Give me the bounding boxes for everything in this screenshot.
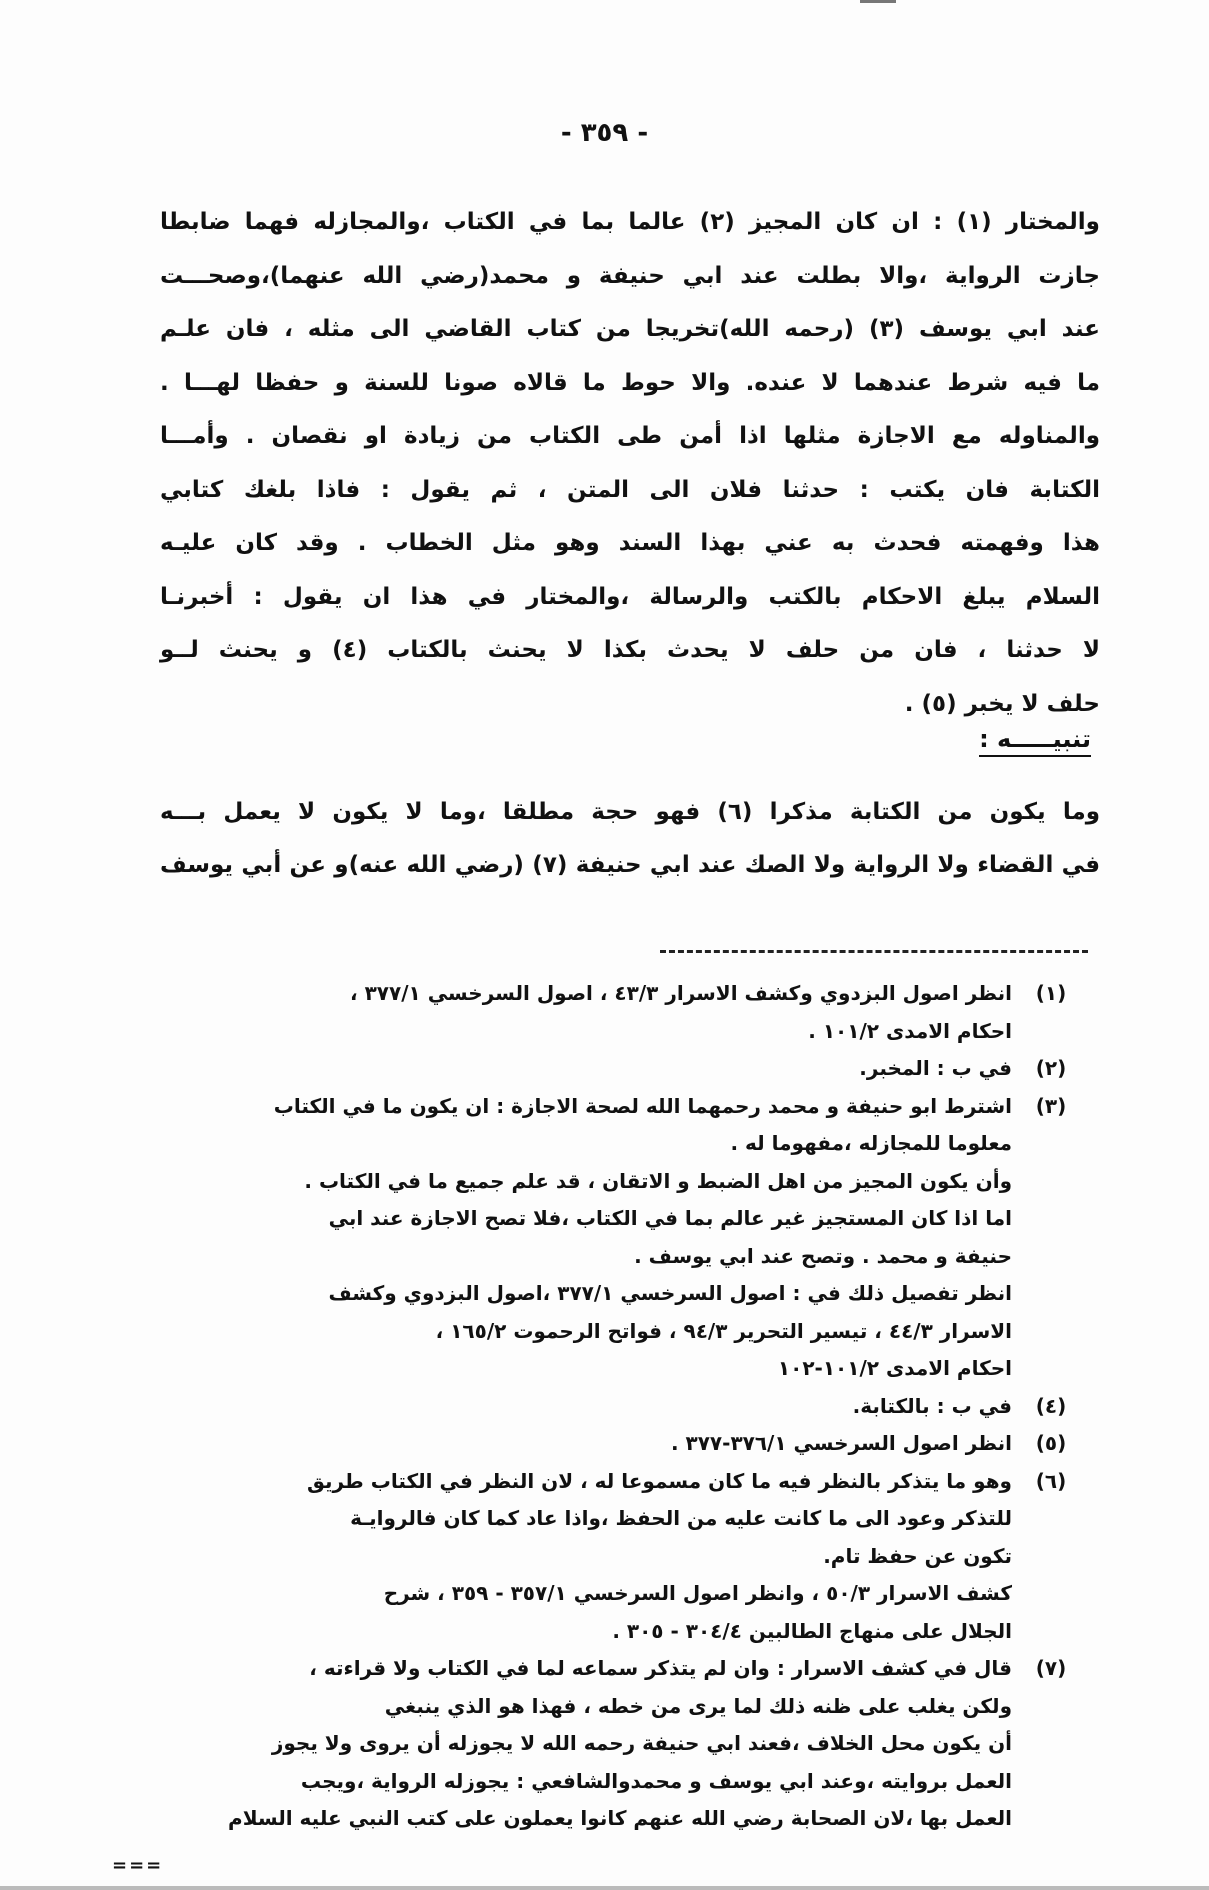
footnote-line: اشترط ابو حنيفة و محمد رحمهما الله لصحة الاجازة : ان يكون ما في الكتاب: [273, 1093, 1012, 1118]
footnote: [150, 1425, 1090, 1463]
main-line: حلف لا يخبر (٥) .: [904, 690, 1100, 717]
footnote: [150, 1463, 1090, 1651]
main-line: ما فيه شرط عندهما لا عنده. والا حوط ما قالاه صونا للسنة و حفظا لهـــا .: [160, 369, 1100, 396]
main-line: الكتابة فان يكتب : حدثنا فلان الى المتن ، ثم يقول : فاذا بلغك كتابي: [160, 476, 1100, 503]
section-heading: تنبيـــــه :: [979, 725, 1091, 757]
footnote-line: العمل بها ،لان الصحابة رضي الله عنهم كانوا يعملون على كتب النبي عليه السلام: [228, 1806, 1012, 1830]
footnote-body: [150, 1650, 1012, 1838]
footnote-number: (٦): [1035, 1468, 1067, 1493]
main-line: والمناوله مع الاجازة مثلها اذا أمن طى الكتاب من زيادة او نقصان . وأمـــا: [160, 423, 1100, 449]
scan-edge-mark: [860, 0, 896, 3]
footnote-body: [150, 1463, 1012, 1651]
footnote-line: انظر اصول البزدوي وكشف الاسرار ٤٣/٣ ، اصول السرخسي ٣٧٧/١ ،: [350, 981, 1012, 1005]
footnote-body: [150, 1388, 1012, 1426]
main-line: السلام يبلغ الاحكام بالكتب والرسالة ،والمختار في هذا ان يقول : أخبرنـا: [160, 583, 1100, 610]
footnote: [150, 1388, 1090, 1426]
footnote-line: العمل بروايته ،وعند ابي يوسف و محمدوالشافعي : يجوزله الرواية ،ويجب: [300, 1768, 1012, 1793]
footnote-body: [150, 975, 1012, 1050]
footnote-line: وهو ما يتذكر بالنظر فيه ما كان مسموعا له ، لان النظر في الكتاب طريق: [306, 1468, 1012, 1493]
scan-bottom-edge: [0, 1886, 1209, 1890]
main-line: هذا وفهمته فحدث به عني بهذا السند وهو مثل الخطاب . وقد كان عليـه: [160, 530, 1100, 556]
footnote-line: انظر تفصيل ذلك في : اصول السرخسي ٣٧٧/١ ،اصول البزدوي وكشف: [328, 1281, 1012, 1305]
bottom-separator-mark: ===: [112, 1855, 164, 1876]
footnote-line: احكام الامدى ١٠١/٢ .: [808, 1018, 1012, 1043]
footnote-number: (٥): [1035, 1431, 1067, 1455]
footnote-line: اما اذا كان المستجيز غير عالم بما في الكتاب ،فلا تصح الاجازة عند ابي: [328, 1206, 1012, 1230]
footnote: [150, 1088, 1090, 1388]
footnote-line: الاسرار ٤٤/٣ ، تيسير التحرير ٩٤/٣ ، فواتح الرحموت ١٦٥/٢ ،: [435, 1318, 1012, 1343]
footnote-line: قال في كشف الاسرار : وان لم يتذكر سماعه لما في الكتاب ولا قراءته ،: [309, 1656, 1012, 1680]
footnote-line: في ب : المخبر.: [859, 1056, 1012, 1080]
main-line: عند ابي يوسف (٣) (رحمه الله)تخريجا من كتاب القاضي الى مثله ، فان علـم: [160, 316, 1100, 342]
footnote-number: (٢): [1035, 1056, 1067, 1080]
footnote-body: [150, 1050, 1012, 1088]
main-line: لا حدثنا ، فان من حلف لا يحدث بكذا لا يحنث بالكتاب (٤) و يحنث لــو: [160, 637, 1100, 663]
footnote-divider: [660, 950, 1088, 953]
second-paragraph: [160, 786, 1100, 892]
footnote-line: تكون عن حفظ تام.: [823, 1543, 1012, 1568]
footnote-number: (٧): [1035, 1656, 1067, 1680]
footnote-line: وأن يكون المجيز من اهل الضبط و الاتقان ، قد علم جميع ما في الكتاب .: [304, 1168, 1012, 1193]
footnote: [150, 1050, 1090, 1088]
footnote-number: (٣): [1035, 1093, 1067, 1118]
footnote-line: ولكن يغلب على ظنه ذلك لما يرى من خطه ، فهذا هو الذي ينبغي: [384, 1693, 1012, 1718]
footnote-line: معلوما للمجازله ،مفهوما له .: [730, 1131, 1012, 1155]
footnote-line: للتذكر وعود الى ما كانت عليه من الحفظ ،واذا عاد كما كان فالروايـة: [350, 1506, 1012, 1530]
footnote-body: [150, 1088, 1012, 1388]
footnote-number: (١): [1035, 981, 1067, 1005]
footnote-line: أن يكون محل الخلاف ،فعند ابي حنيفة رحمه الله لا يجوزله أن يروى ولا يجوز: [271, 1731, 1012, 1755]
main-line: والمختار (١) : ان كان المجيز (٢) عالما بما في الكتاب ،والمجازله فهما ضابطا: [160, 209, 1100, 235]
page-number: - ٣٥٩ -: [560, 118, 649, 148]
footnote: [150, 1650, 1090, 1838]
footnote: [150, 975, 1090, 1050]
main-paragraph: [160, 196, 1100, 731]
paragraph-line: في القضاء ولا الرواية ولا الصك عند ابي حنيفة (٧) (رضي الله عنه)و عن أبي يوسف: [160, 852, 1101, 878]
footnote-body: [150, 1425, 1012, 1463]
footnote-line: احكام الامدى ١٠١/٢-١٠٢: [777, 1356, 1012, 1380]
footnote-line: الجلال على منهاج الطالبين ٣٠٤/٤ - ٣٠٥ .: [612, 1618, 1012, 1643]
footnote-line: في ب : بالكتابة.: [852, 1393, 1012, 1418]
footnotes: [150, 975, 1090, 1838]
main-line: جازت الرواية ،والا بطلت عند ابي حنيفة و محمد(رضي الله عنهما)،وصحـــت: [160, 262, 1100, 289]
footnote-line: حنيفة و محمد . وتصح عند ابي يوسف .: [634, 1243, 1012, 1268]
footnote-number: (٤): [1035, 1393, 1067, 1418]
footnote-line: كشف الاسرار ٥٠/٣ ، وانظر اصول السرخسي ٣٥٧/١ - ٣٥٩ ، شرح: [383, 1581, 1012, 1605]
footnote-line: انظر اصول السرخسي ٣٧٦/١-٣٧٧ .: [670, 1431, 1012, 1455]
paragraph-line: وما يكون من الكتابة مذكرا (٦) فهو حجة مطلقا ،وما لا يكون لا يعمل بـــه: [160, 799, 1100, 825]
